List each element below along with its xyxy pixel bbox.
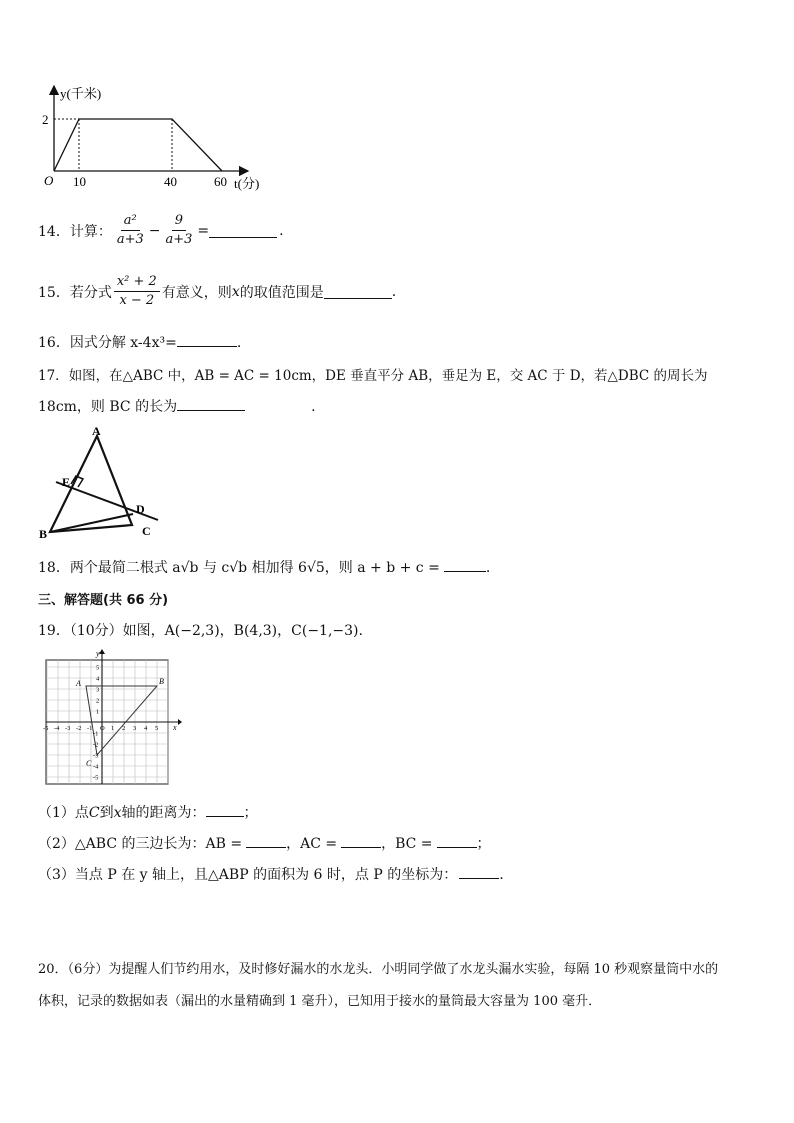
question-text: 因式分解 x-4x³= — [69, 335, 177, 351]
question-text: 有意义，则 — [161, 284, 232, 301]
end-mark: ； — [243, 805, 258, 821]
question-20-line2 — [38, 990, 601, 1009]
x-axis-arrow — [178, 719, 182, 725]
x-tick-label: 5 — [155, 725, 159, 732]
variable: x — [113, 805, 122, 821]
y-axis-label: y(千米) — [60, 86, 102, 101]
question-number: 18． — [38, 560, 70, 576]
y-tick-label: 1 — [96, 708, 100, 716]
point-label-c: C — [86, 759, 92, 768]
denominator: x − 2 — [119, 293, 155, 308]
question-text: ，AC = — [286, 836, 338, 852]
y-tick-label: -1 — [93, 730, 99, 738]
question-19 — [38, 620, 363, 640]
answer-blank-bc[interactable] — [437, 833, 477, 848]
question-19-part-1 — [38, 802, 258, 822]
question-text: 轴的距离为： — [121, 805, 206, 821]
answer-blank[interactable] — [177, 332, 237, 347]
y-tick-label: -3 — [93, 752, 99, 760]
answer-blank[interactable] — [209, 223, 277, 238]
minus-sign: − — [148, 222, 161, 239]
end-mark: . — [279, 222, 284, 239]
end-mark: . — [485, 560, 491, 576]
x-tick-label: 40 — [164, 174, 177, 189]
question-16 — [38, 332, 241, 352]
end-mark: . — [499, 867, 504, 883]
end-mark: . — [236, 335, 242, 351]
question-text: （1）点 — [38, 805, 89, 821]
coordinate-grid — [40, 648, 182, 790]
vertex-label-d: D — [136, 502, 145, 516]
vertex-label-e: E — [62, 475, 71, 489]
x-tick-label: -2 — [76, 725, 82, 732]
vertex-label-a: A — [92, 424, 101, 438]
question-19-part-3 — [38, 864, 504, 884]
question-text: 到 — [99, 805, 114, 821]
question-number: 20． — [38, 962, 68, 977]
end-mark: . — [311, 399, 316, 415]
question-19-part-2 — [38, 833, 491, 853]
numerator: x² + 2 — [114, 274, 160, 292]
y-tick-label: 5 — [96, 664, 100, 672]
denominator: a+3 — [116, 232, 144, 247]
y-tick-label: -5 — [93, 774, 99, 782]
y-axis-arrow — [99, 649, 105, 654]
origin-label: O — [44, 173, 54, 188]
question-text: 若分式 — [69, 284, 112, 301]
x-tick-label: 2 — [122, 725, 126, 732]
y-tick-label: 4 — [96, 675, 100, 683]
question-number: 15． — [38, 284, 70, 301]
question-text: （6分）为提醒人们节约用水，及时修好漏水的水龙头．小明同学做了水龙头漏水实验，每隔 10 秒观察量筒中水的 — [67, 962, 719, 977]
question-15 — [38, 274, 396, 309]
question-14 — [38, 213, 284, 248]
x-tick-label: 60 — [214, 174, 227, 189]
axis-label-y: y — [96, 649, 100, 658]
fraction — [114, 274, 160, 309]
y-tick-label: -2 — [93, 741, 99, 749]
question-17 — [38, 364, 708, 384]
question-text: （2）△ABC 的三边长为：AB = — [38, 836, 243, 852]
x-tick-label: 4 — [144, 725, 148, 732]
y-tick-label: -4 — [93, 763, 99, 771]
answer-blank[interactable] — [206, 802, 244, 817]
question-text: 的取值范围是 — [239, 284, 324, 301]
end-mark: ； — [476, 836, 491, 852]
x-tick-label: -4 — [54, 725, 60, 732]
answer-blank[interactable] — [444, 557, 486, 572]
section-title: 三、解答题(共 66 分) — [38, 593, 169, 608]
x-tick-label: -3 — [65, 725, 71, 732]
y-tick-label: 2 — [96, 697, 100, 705]
question-number: 19． — [38, 623, 70, 639]
question-text: （3）当点 P 在 y 轴上，且△ABP 的面积为 6 时，点 P 的坐标为： — [38, 867, 458, 883]
fraction — [114, 213, 147, 248]
answer-blank-ac[interactable] — [341, 833, 381, 848]
x-tick-label: 1 — [111, 725, 115, 732]
question-text: 体积，记录的数据如表（漏出的水量精确到 1 毫升），已知用于接水的量筒最大容量为 100 毫升． — [38, 994, 602, 1009]
end-mark: . — [391, 283, 397, 300]
question-text: 如图，在△ABC 中，AB = AC = 10cm，DE 垂直平分 AB，垂足为 E，交 AC 于 D，若△DBC 的周长为 — [68, 368, 708, 384]
answer-blank-ab[interactable] — [246, 833, 286, 848]
question-17-line2 — [38, 396, 316, 416]
x-tick-label: O — [100, 725, 105, 732]
answer-blank[interactable] — [324, 284, 392, 299]
numerator: a² — [121, 213, 140, 231]
x-tick-label: -1 — [87, 725, 93, 732]
equals-sign: = — [197, 222, 210, 239]
fraction — [162, 213, 195, 248]
question-number: 14． — [38, 223, 70, 240]
answer-blank[interactable] — [459, 864, 499, 879]
vertex-label-c: C — [142, 524, 151, 538]
x-tick-label: 3 — [133, 725, 137, 732]
x-tick-label: -5 — [43, 725, 49, 732]
question-18 — [38, 557, 490, 577]
question-text: 两个最简二根式 a√b 与 c√b 相加得 6√5，则 a + b + c = — [69, 560, 440, 576]
vertex-label-b: B — [39, 527, 48, 541]
distance-time-graph — [38, 82, 278, 192]
triangle-figure — [38, 422, 168, 542]
question-20 — [38, 958, 718, 977]
question-number: 17． — [38, 368, 69, 384]
question-text: 18cm，则 BC 的长为 — [38, 399, 178, 415]
x-tick-label: 10 — [73, 174, 86, 189]
denominator: a+3 — [165, 232, 193, 247]
point-label-b: B — [159, 677, 164, 686]
question-number: 16． — [38, 335, 70, 351]
point-label-a: A — [76, 679, 81, 688]
answer-blank[interactable] — [177, 396, 245, 411]
question-label: 计算： — [69, 223, 112, 240]
question-text: （10分）如图，A(−2,3)，B(4,3)，C(−1,−3). — [69, 623, 363, 639]
y-tick-label: 3 — [96, 686, 100, 694]
y-tick-label: 2 — [42, 112, 49, 127]
numerator: 9 — [172, 213, 186, 231]
question-text: ，BC = — [381, 836, 433, 852]
variable: x — [231, 283, 240, 300]
x-axis-label: t(分) — [234, 176, 260, 191]
variable: C — [88, 805, 100, 821]
axis-label-x: x — [173, 723, 177, 732]
